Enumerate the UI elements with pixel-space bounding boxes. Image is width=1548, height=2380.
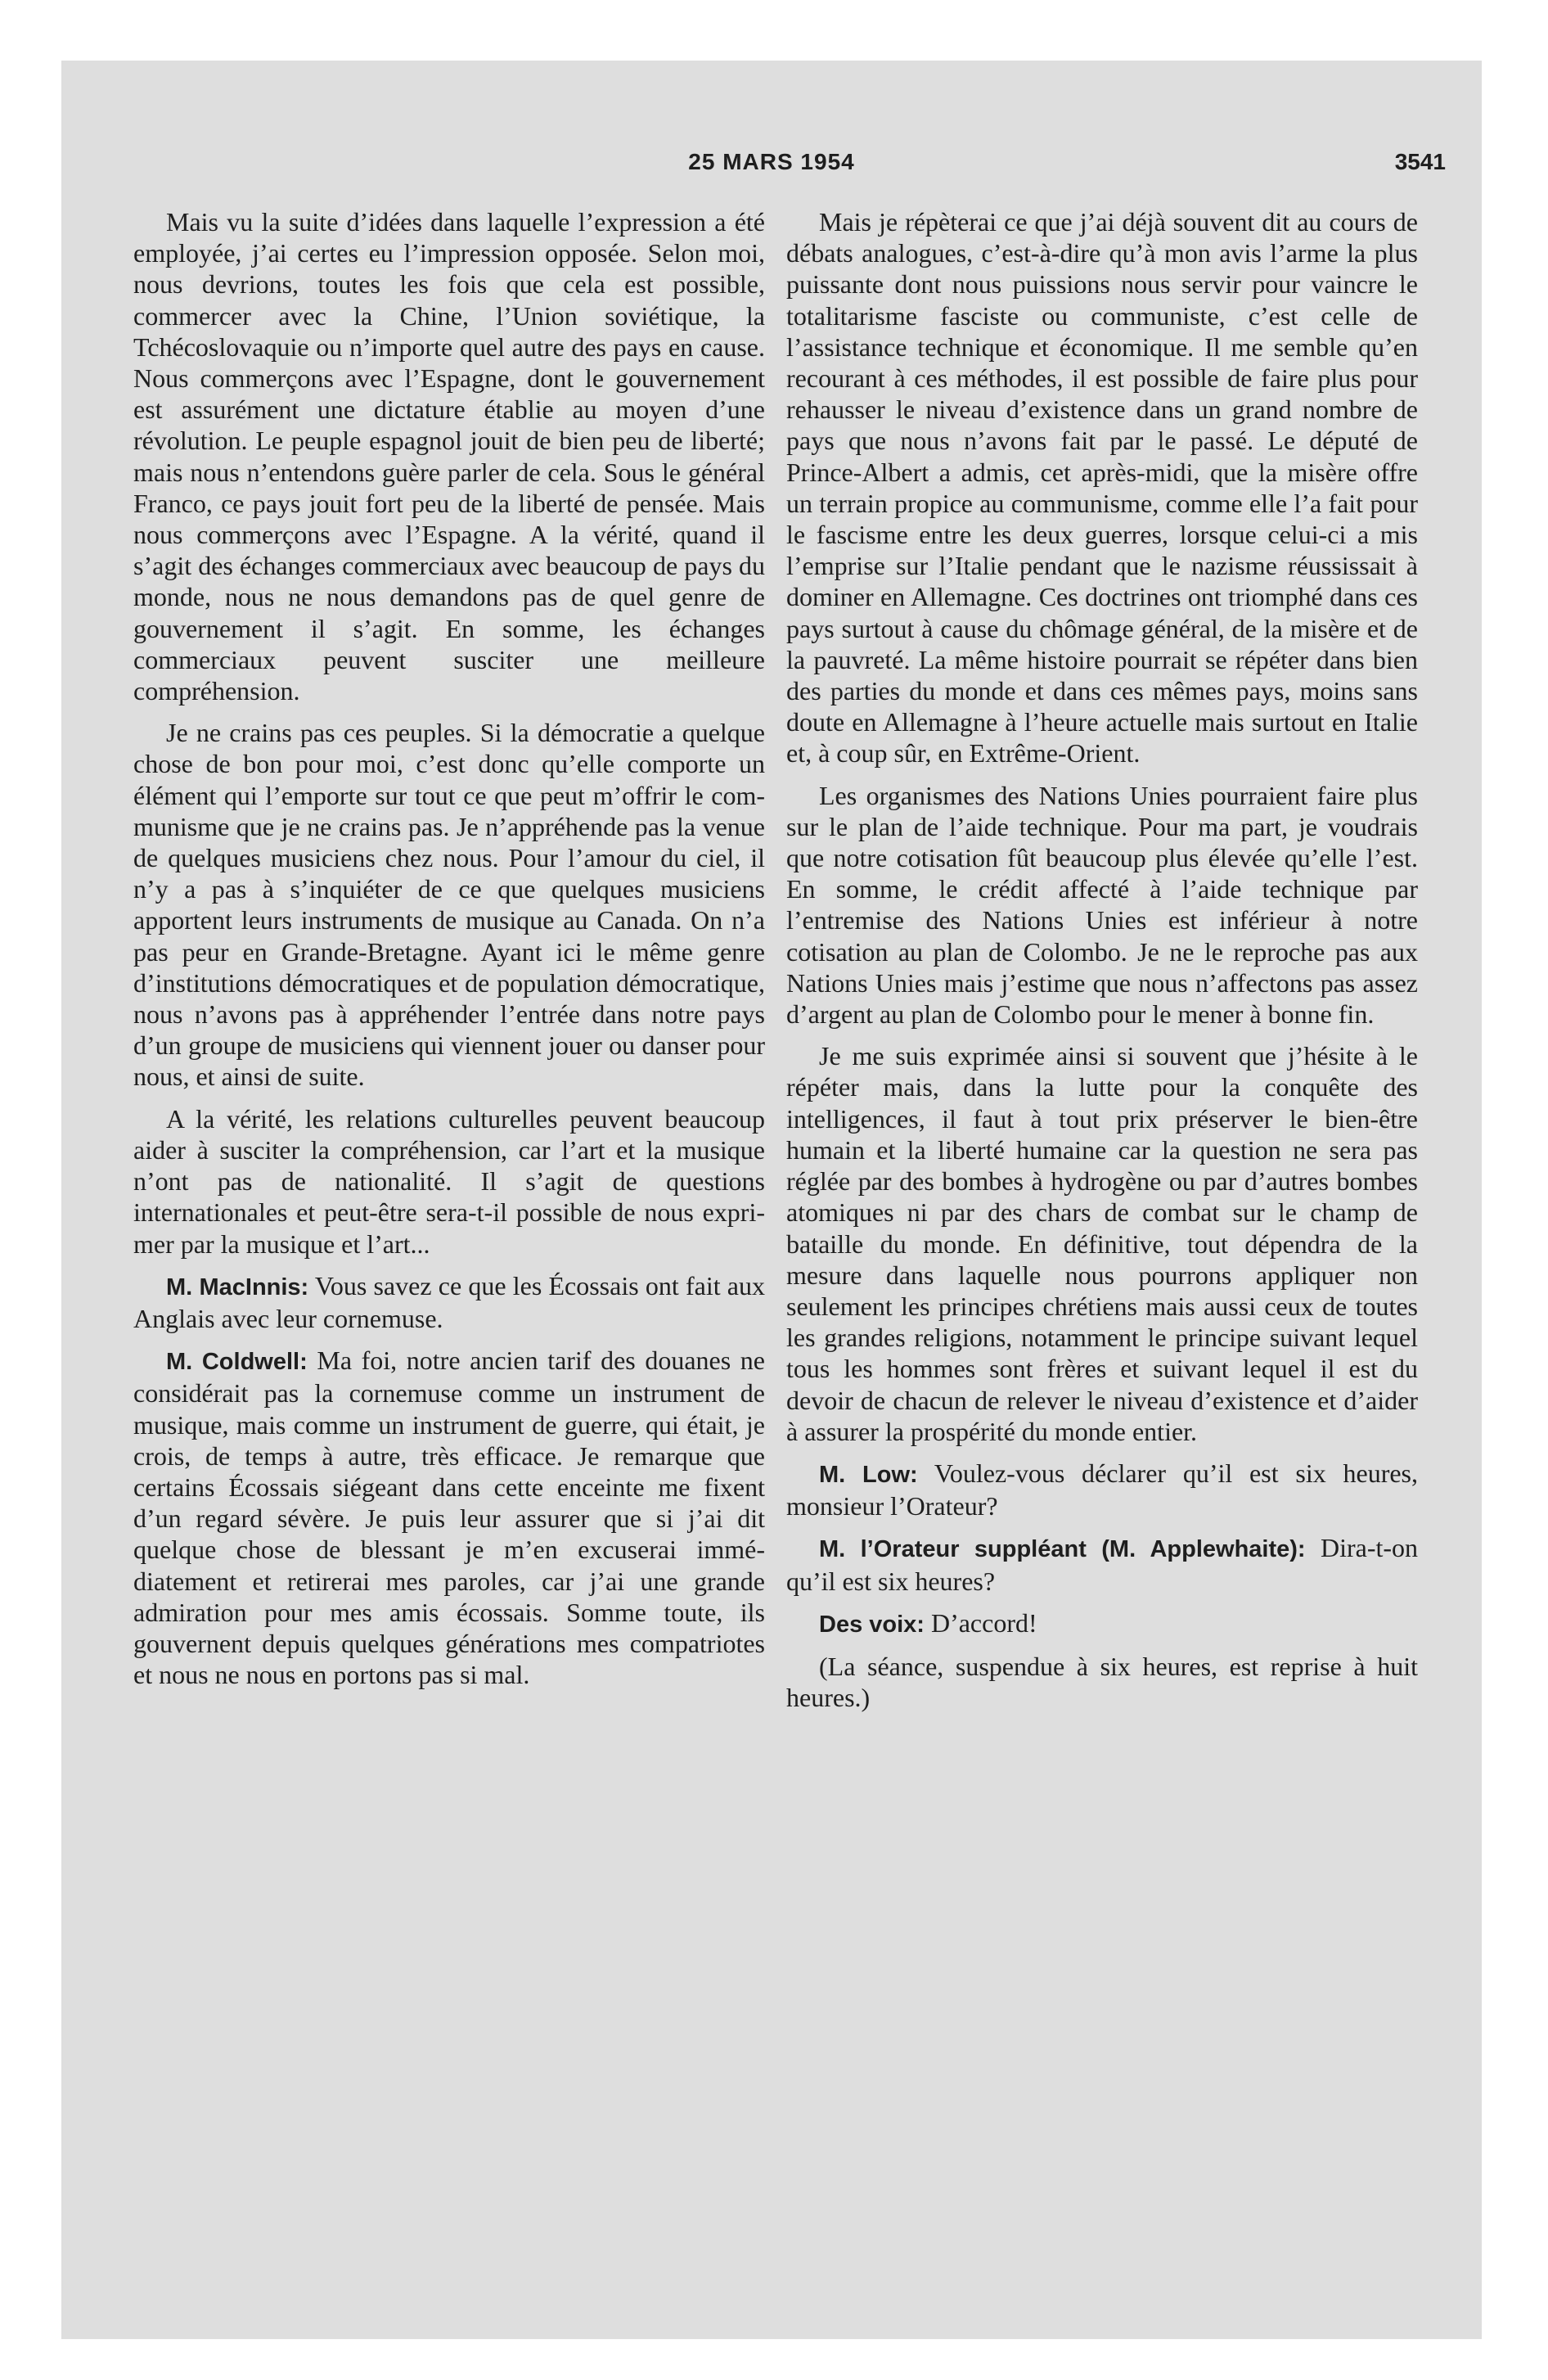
paragraph: [133, 206, 765, 706]
paragraph-text: Je me suis exprimée ainsi si souvent que j’hésite à le répéter mais, dans la lutte pour la conquête des intelligences, il faut à tout prix préserver le bien-être humain et la liberté humaine car la question ne sera pas réglée par des bombes à hydrogène ou par d’autres bombes atomiques ni par des chars de combat sur le champ de bataille du monde. En définitive, tout dépendra de la mesure dans laquelle nous pourrons appliquer non seulement les principes chrétiens mais aussi ceux de toutes les grandes religions, notamment le principe suivant lequel tous les hommes sont frères et suivant lequel il est du devoir de chacun de relever le niveau d’existence et d’aider à assurer la prospérité du monde entier.: [786, 1041, 1418, 1446]
speech: [786, 1607, 1418, 1640]
paragraph-text: Mais je répèterai ce que j’ai déjà souvent dit au cours de débats analogues, c’est-à-dire qu’à mon avis l’arme la plus puissante dont nous puissions nous servir pour vaincre le totalitarisme fasciste ou communiste, c’est celle de l’assistance technique et économique. Il me semble qu’en recourant à ces méthodes, il est possible de faire plus pour rehausser le niveau d’existence dans un grand nombre de pays que nous n’avons fait par le passé. Le député de Prince-Albert a admis, cet après-midi, que la misère offre un terrain propice au communisme, comme elle l’a fait pour le fascisme entre les deux guerres, lorsque celui-ci a mis l’emprise sur l’Italie pendant que le nazisme réussissait à dominer en Allemagne. Ces doctrines ont triomphé dans ces pays surtout à cause du chômage général, de la misère et de la pauvreté. La même histoire pourrait se répéter dans bien des parties du monde et dans ces mêmes pays, moins sans doute en Allemagne à l’heure actuelle mais surtout en Italie et, à coup sûr, en Extrême-Orient.: [786, 207, 1418, 769]
speech-text: Voulez-vous déclarer qu’il est six heures, monsieur l’Orateur?: [786, 1458, 1419, 1521]
procedural-note-text: (La séance, suspendue à six heures, est reprise à huit heures.): [786, 1651, 1418, 1713]
speech: [133, 1270, 765, 1334]
speaker-name: M. Coldwell:: [166, 1349, 308, 1376]
paragraph-text: Les organismes des Nations Unies pourraient faire plus sur le plan de l’aide technique. Pour ma part, je voudrais que notre cotisation fût beaucoup plus élevée qu’elle l’est. En somme, le crédit affecté à l’aide technique par l’entremise des Nations Unies est inférieur à notre cotisation au plan de Colombo. Je ne le reproche pas aux Nations Unies mais j’estime que nous n’affectons pas assez d’argent au plan de Colombo pour le mener à bonne fin.: [786, 780, 1418, 1030]
paragraph: [786, 206, 1418, 769]
page-date: 25 MARS 1954: [688, 149, 855, 174]
speaker-name: Des voix:: [819, 1611, 925, 1638]
scanned-page: [61, 61, 1482, 2339]
paragraph-text: Je ne crains pas ces peuples. Si la démocratie a quelque chose de bon pour moi, c’est donc qu’elle comporte un élément qui l’emporte sur tout ce que peut m’offrir le communisme que je ne crains pas. Je n’appréhende pas la venue de quelques musiciens chez nous. Pour l’amour du ciel, il n’y a pas à s’inquiéter de ce que quelques musiciens apportent leurs instruments de musique au Canada. On n’a pas peur en Grande-Bretagne. Ayant ici le même genre d’institutions démocratiques et de population démocratique, nous n’avons pas à appréhender l’entrée dans notre pays d’un groupe de musiciens qui viennent jouer ou danser pour nous, et ainsi de suite.: [133, 718, 765, 1092]
paragraph-text: A la vérité, les relations culturelles peuvent beaucoup aider à susciter la compréhension, car l’art et la musique n’ont pas de nationalité. Il s’agit de questions internationales et peut-être sera-t-il possible de nous exprimer par la musique et l’art...: [133, 1103, 765, 1259]
paragraph: [133, 717, 765, 1092]
speech: [786, 1458, 1418, 1521]
speech-text: D’accord!: [930, 1607, 1037, 1638]
speech: [786, 1532, 1418, 1596]
speaker-name: M. Low:: [819, 1461, 918, 1488]
running-header: [61, 149, 1482, 182]
paragraph: [786, 1040, 1418, 1447]
speech-text: Vous savez ce que les Écossais ont fait aux Anglais avec leur cornemuse.: [133, 1270, 766, 1333]
paragraph-text: Mais vu la suite d’idées dans laquelle l’expression a été employée, j’ai certes eu l’impression opposée. Selon moi, nous devrions, toutes les fois que cela est possible, commercer avec la Chine, l’Union soviétique, la Tchécoslovaquie ou n’importe quel autre des pays en cause. Nous commerçons avec l’Espagne, dont le gouvernement est assurément une dictature établie au moyen d’une révolution. Le peuple espagnol jouit de bien peu de liberté; mais nous n’entendons guère parler de cela. Sous le général Franco, ce pays jouit fort peu de la liberté de pensée. Mais nous commerçons avec l’Espagne. A la vérité, quand il s’agit des échanges commerciaux avec beaucoup de pays du monde, nous ne nous demandons pas de quel genre de gouvernement il s’agit. En somme, les échanges commerciaux peuvent susciter une meilleure compréhension.: [133, 207, 765, 706]
speech-text: Dira-t-on qu’il est six heures?: [786, 1533, 1419, 1596]
paragraph: [133, 1103, 765, 1260]
page-number: 3541: [1394, 149, 1446, 174]
speaker-name: M. MacInnis:: [166, 1273, 309, 1300]
procedural-note: [786, 1651, 1418, 1713]
speaker-name: M. l’Orateur suppléant (M. Applewhaite):: [819, 1536, 1306, 1563]
left-column: [133, 206, 765, 1701]
paragraph: [786, 780, 1418, 1030]
right-column: [786, 206, 1418, 1724]
speech: [133, 1345, 765, 1690]
speech-text: Ma foi, notre ancien tarif des douanes ne considérait pas la cornemuse comme un instrument de musique, mais comme un instrument de guerre, qui était, je crois, de temps à autre, très efficace. Je remarque que certains Écossais siégeant dans cette enceinte me fixent d’un regard sévère. Je puis leur assurer que si j’ai dit quelque chose de blessant je m’en excuserai immédiatement et retirerai mes paroles, car j’ai une grande admiration pour mes amis écossais. Somme toute, ils gouvernent depuis quelques générations mes compatriotes et nous ne nous en portons pas si mal.: [133, 1346, 766, 1690]
